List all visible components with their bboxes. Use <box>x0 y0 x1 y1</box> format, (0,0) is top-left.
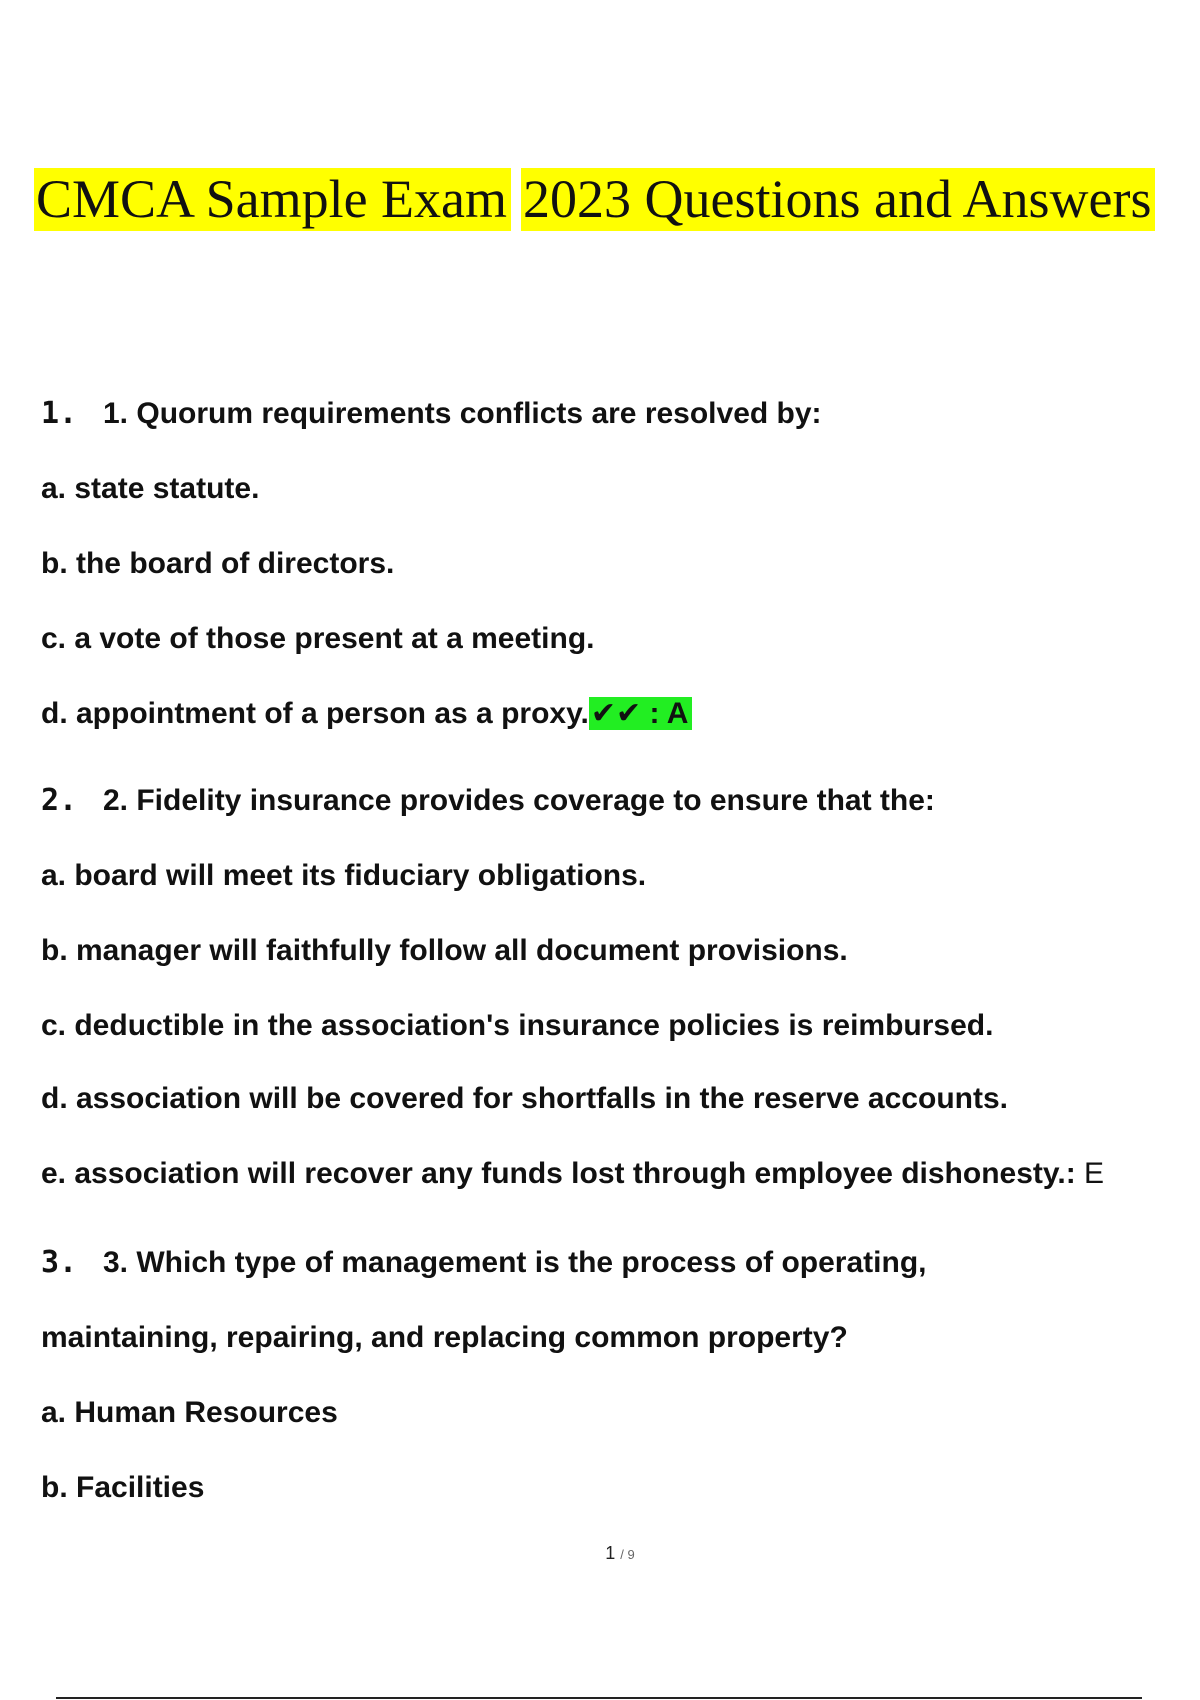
question-1-option-b: b. the board of directors. <box>41 547 395 580</box>
question-3-option-a: a. Human Resources <box>41 1396 338 1429</box>
question-1-option-a: a. state statute. <box>41 472 260 505</box>
question-text: 2. Fidelity insurance provides coverage to ensure that the: <box>103 784 935 817</box>
question-3-prompt-continued: maintaining, repairing, and replacing common property? <box>41 1321 848 1354</box>
question-number: 2. <box>41 783 78 818</box>
question-1-option-d <box>41 694 692 734</box>
page-total: / 9 <box>620 1547 635 1562</box>
question-number: 1. <box>41 396 78 431</box>
question-text: 3. Which type of management is the process of operating, <box>103 1246 927 1279</box>
question-1-prompt <box>41 394 822 434</box>
option-text: d. appointment of a person as a proxy. <box>41 697 589 730</box>
question-1-option-c: c. a vote of those present at a meeting. <box>41 622 595 655</box>
question-2-option-d: d. association will be covered for shortfalls in the reserve accounts. <box>41 1082 1008 1115</box>
page-current: 1 <box>605 1543 616 1563</box>
document-title <box>34 168 1155 231</box>
question-3-prompt <box>41 1243 926 1283</box>
option-text: e. association will recover any funds lost through employee dishonesty.: <box>41 1157 1076 1190</box>
page-number <box>0 1543 1200 1564</box>
question-2-prompt <box>41 781 935 821</box>
question-2-option-e <box>41 1154 1104 1194</box>
footer-divider <box>56 1697 1142 1699</box>
question-2-option-a: a. board will meet its fiduciary obligations. <box>41 859 647 892</box>
answer-text: E <box>1084 1157 1105 1190</box>
answer-badge: ✔✔ : A <box>589 697 693 730</box>
question-number: 3. <box>41 1245 78 1280</box>
question-2-option-b: b. manager will faithfully follow all document provisions. <box>41 934 848 967</box>
question-3-option-b: b. Facilities <box>41 1471 205 1504</box>
title-part-2: 2023 Questions and Answers <box>521 168 1155 231</box>
question-2-option-c: c. deductible in the association's insurance policies is reimbursed. <box>41 1009 994 1042</box>
title-part-1: CMCA Sample Exam <box>34 168 511 231</box>
question-text: 1. Quorum requirements conflicts are resolved by: <box>103 397 822 430</box>
